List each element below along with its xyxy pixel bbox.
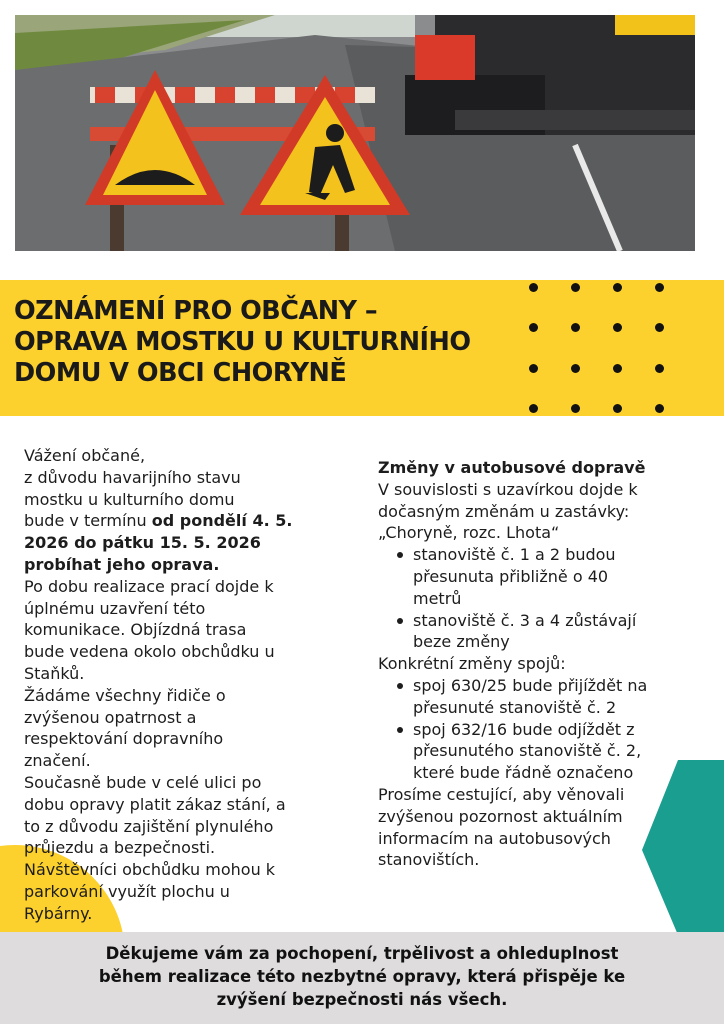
text-line: značení. xyxy=(24,751,91,771)
text-line: zvýšenou pozornost aktuálním xyxy=(378,806,623,826)
footer-thanks xyxy=(60,942,664,1011)
text-line: úplnému uzavření této xyxy=(24,598,206,618)
title-line: DOMU V OBCI CHORYNĚ xyxy=(14,358,347,388)
roadwork-photo xyxy=(15,15,695,251)
text-line: průjezdu a bezpečnosti. xyxy=(24,838,216,858)
text-line: Současně bude v celé ulici po xyxy=(24,772,262,792)
text-line: V souvislosti s uzavírkou dojde k xyxy=(378,479,638,499)
text-line: respektování dopravního xyxy=(24,729,224,749)
footer-line: během realizace této nezbytné opravy, která přispěje ke xyxy=(98,967,626,986)
page-title xyxy=(14,296,514,389)
list-item: stanoviště č. 1 a 2 budou přesunuta přibližně o 40 metrů xyxy=(378,544,703,609)
text-line: stanovištích. xyxy=(378,850,480,870)
announcement-left-column xyxy=(24,445,354,925)
footer-line: zvýšení bezpečnosti nás všech. xyxy=(216,990,508,1009)
text-line: dobu opravy platit zákaz stání, a xyxy=(24,794,286,814)
text-line: Vážení občané, xyxy=(24,446,146,465)
text-line: Žádáme všechny řidiče o xyxy=(24,685,226,705)
text-line: parkování využít plochu u xyxy=(24,881,230,901)
text-line: komunikace. Objízdná trasa xyxy=(24,620,247,640)
text-line: Konkrétní změny spojů: xyxy=(378,654,566,674)
title-line: OZNÁMENÍ PRO OBČANY – xyxy=(14,296,378,326)
text-line: Návštěvníci obchůdku mohou k xyxy=(24,860,276,880)
list-item: spoj 630/25 bude přijíždět na přesunuté stanoviště č. 2 xyxy=(378,675,703,719)
text-line: Staňků. xyxy=(24,663,85,683)
list-item: stanoviště č. 3 a 4 zůstávají beze změny xyxy=(378,610,703,654)
text-line: mostku u kulturního domu xyxy=(24,489,235,509)
section-heading: Změny v autobusové dopravě xyxy=(378,458,646,477)
text-line: Po dobu realizace prací dojde k xyxy=(24,576,274,596)
text-line: dočasným změnám u zastávky: xyxy=(378,501,630,521)
footer-line: Děkujeme vám za pochopení, trpělivost a ohleduplnost xyxy=(105,944,619,963)
stop-changes-list xyxy=(378,544,703,653)
route-changes-list xyxy=(378,675,703,784)
text-line: Prosíme cestující, aby věnovali xyxy=(378,784,625,804)
text-line: bude v termínu od pondělí 4. 5. xyxy=(24,511,293,531)
title-line: OPRAVA MOSTKU U KULTURNÍHO xyxy=(14,327,471,357)
list-item: spoj 632/16 bude odjíždět z přesunutého stanoviště č. 2, které bude řádně označeno xyxy=(378,719,703,784)
text-line: informacím na autobusových xyxy=(378,828,611,848)
text-line: z důvodu havarijního stavu xyxy=(24,467,241,487)
text-line: to z důvodu zajištění plynulého xyxy=(24,816,274,836)
bus-changes-column xyxy=(378,457,703,871)
text-line: Rybárny. xyxy=(24,903,93,923)
text-line: bude vedena okolo obchůdku u xyxy=(24,642,275,662)
text-line: probíhat jeho oprava. xyxy=(24,554,220,574)
text-line: 2026 do pátku 15. 5. 2026 xyxy=(24,533,261,553)
text-line: „Choryně, rozc. Lhota“ xyxy=(378,523,560,543)
date-range-bold: od pondělí 4. 5. xyxy=(151,511,293,531)
text-line: zvýšenou opatrnost a xyxy=(24,707,197,727)
